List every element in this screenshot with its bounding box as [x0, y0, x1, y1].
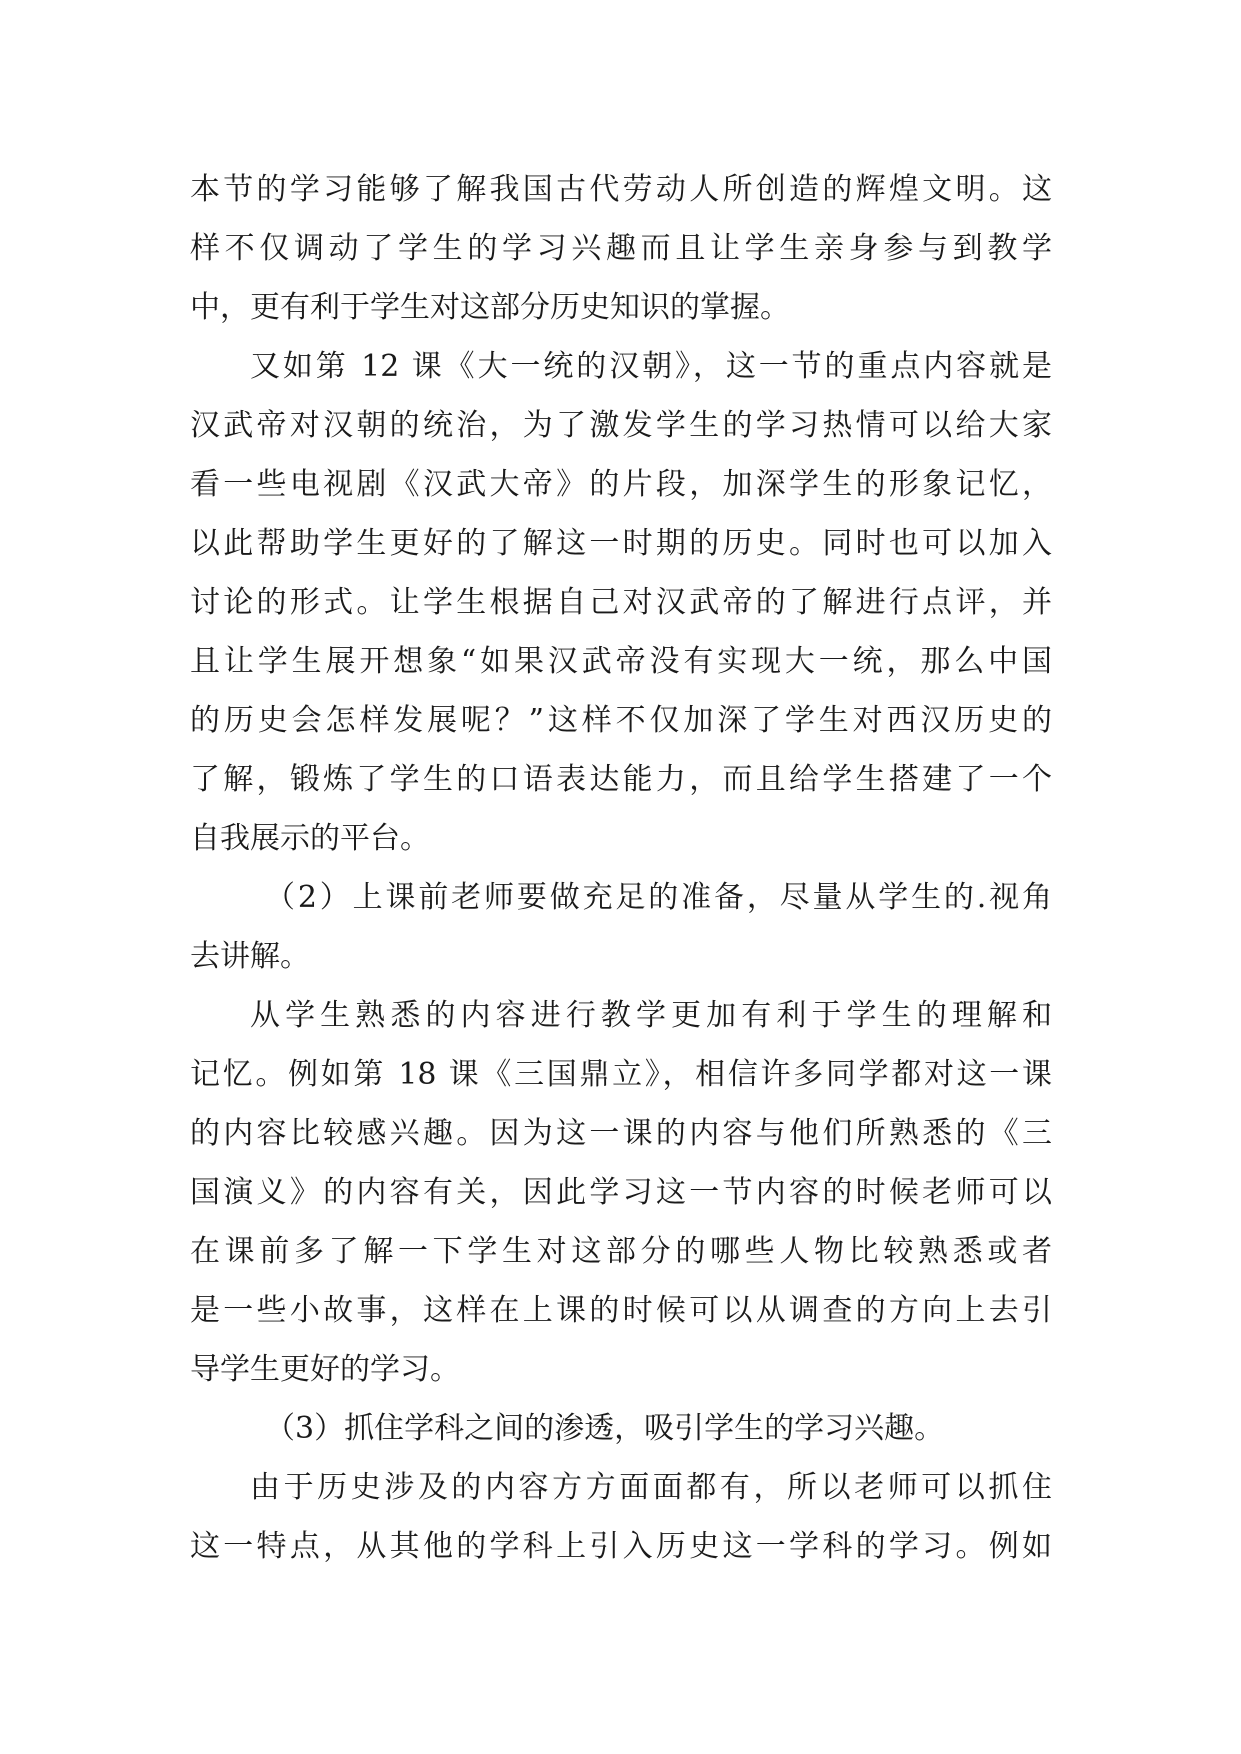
text-line: 样不仅调动了学生的学习兴趣而且让学生亲身参与到教学	[190, 231, 1052, 266]
text-line: 在课前多了解一下学生对这部分的哪些人物比较熟悉或者	[190, 1234, 1052, 1269]
text-line: 是一些小故事，这样在上课的时候可以从调查的方向上去引	[190, 1293, 1052, 1328]
text-line: 的内容比较感兴趣。因为这一课的内容与他们所熟悉的《三	[190, 1116, 1052, 1151]
text-line: 导学生更好的学习。	[190, 1352, 460, 1387]
text-line: 去讲解。	[190, 939, 310, 974]
text-line: 国演义》的内容有关，因此学习这一节内容的时候老师可以	[190, 1175, 1052, 1210]
text-line: 自我展示的平台。	[190, 821, 430, 856]
text-line: （3）抓住学科之间的渗透，吸引学生的学习兴趣。	[265, 1411, 945, 1446]
text-line: 从学生熟悉的内容进行教学更加有利于学生的理解和	[250, 998, 1052, 1033]
text-line: 的历史会怎样发展呢？”这样不仅加深了学生对西汉历史的	[190, 703, 1052, 738]
text-line: （2）上课前老师要做充足的准备，尽量从学生的.视角	[265, 880, 1052, 915]
paragraph-2	[190, 337, 1052, 868]
text-line: 记忆。例如第 18 课《三国鼎立》，相信许多同学都对这一课	[190, 1057, 1052, 1092]
text-line: 这一特点，从其他的学科上引入历史这一学科的学习。例如	[190, 1529, 1052, 1564]
text-line: 且让学生展开想象“如果汉武帝没有实现大一统，那么中国	[190, 644, 1052, 679]
subheading-3	[190, 1399, 1052, 1458]
text-line: 看一些电视剧《汉武大帝》的片段，加深学生的形象记忆，	[190, 467, 1052, 502]
paragraph-1	[190, 160, 1052, 337]
document-page	[190, 160, 1052, 1576]
text-line: 又如第 12 课《大一统的汉朝》，这一节的重点内容就是	[250, 349, 1052, 384]
text-line: 讨论的形式。让学生根据自己对汉武帝的了解进行点评，并	[190, 585, 1052, 620]
paragraph-4	[190, 1458, 1052, 1576]
text-line: 本节的学习能够了解我国古代劳动人所创造的辉煌文明。这	[190, 172, 1052, 207]
text-line: 汉武帝对汉朝的统治，为了激发学生的学习热情可以给大家	[190, 408, 1052, 443]
subheading-2	[190, 868, 1052, 986]
text-line: 了解，锻炼了学生的口语表达能力，而且给学生搭建了一个	[190, 762, 1052, 797]
text-line: 由于历史涉及的内容方方面面都有，所以老师可以抓住	[250, 1470, 1052, 1505]
text-line: 中，更有利于学生对这部分历史知识的掌握。	[190, 290, 790, 325]
paragraph-3	[190, 986, 1052, 1399]
text-line: 以此帮助学生更好的了解这一时期的历史。同时也可以加入	[190, 526, 1052, 561]
